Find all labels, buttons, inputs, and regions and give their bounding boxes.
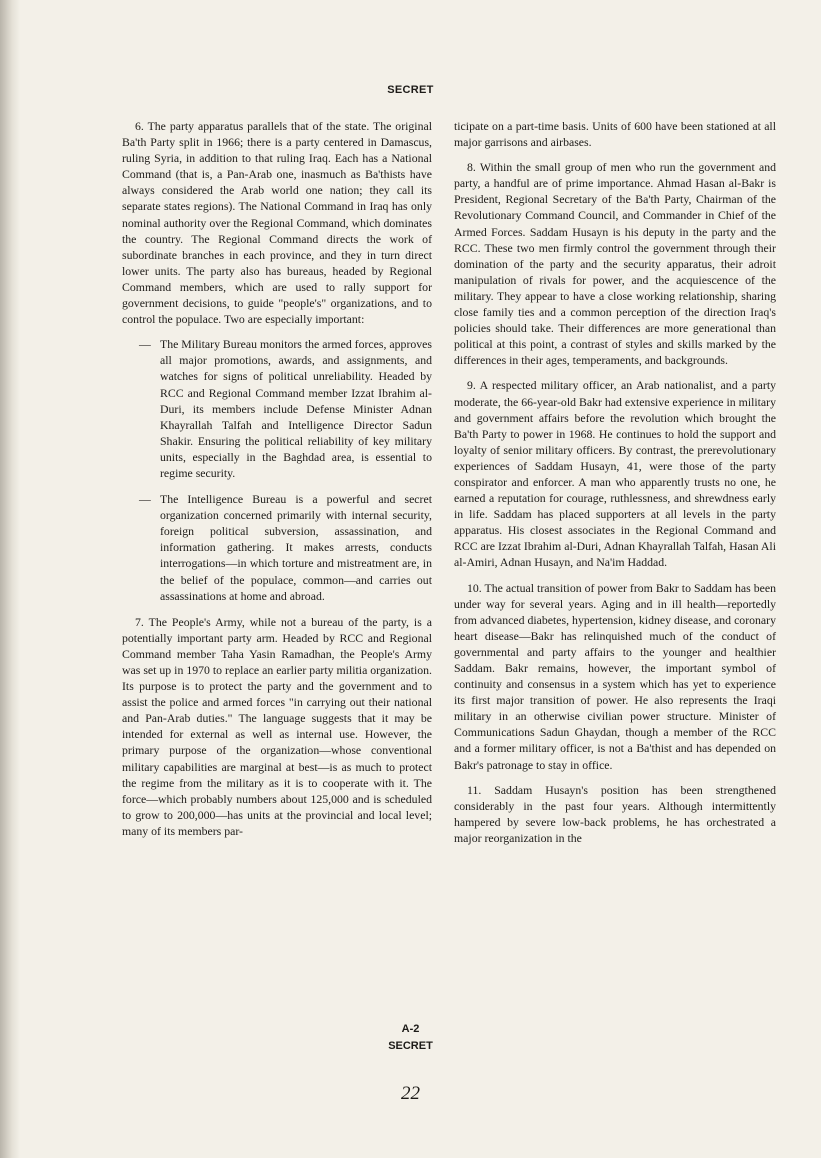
bullet-military-bureau: [139, 336, 432, 481]
paragraph-7: 7. The People's Army, while not a bureau of the party, is a potentially important party arm. Headed by RCC and Regional Command member Taha Yasin Ramadhan, the People's Army was set up in 1970 to replace an earlier party militia organization. Its purpose is to protect the party and the government and to assist the police and armed forces "in carrying out their national and Pan-Arab duties." The language suggests that it may be intended for external as well as internal use. However, the primary purpose of the organization—whose conventional military capabilities are marginal at best—is as much to protect the regime from the military as it is to cooperate with it. The force—which probably numbers about 125,000 and is scheduled to grow to 200,000—has units at the provincial and local level; many of its members par-: [122, 614, 432, 838]
paragraph-7-continued: ticipate on a part-time basis. Units of 600 have been stationed at all major garrisons and airbases.: [454, 119, 776, 150]
paragraph-8: 8. Within the small group of men who run the government and party, a handful are of prime importance. Ahmad Hasan al-Bakr is President, Regional Secretary of the Ba'th Party, Chairman of the Revolutionary Command Council, and Commander in Chief of the Armed Forces. Saddam Husayn is his deputy in the party and the RCC. These two men firmly control the government through their domination of the party and the security apparatus, their adroit manipulation of rivals for power, and the acquiescence of the military. They appear to have a close working relationship, sharing close family ties and a common perception of the direction Iraq's policies should take. Their differences are more generational than political at this point, a contrast of styles and skills marked by the differences in their ages, temperaments, and backgrounds.: [454, 160, 776, 368]
left-column: [122, 118, 432, 848]
page-code: A-2: [401, 1023, 420, 1035]
bullet-intelligence-bureau: [139, 491, 432, 604]
paragraph-6: 6. The party apparatus parallels that of the state. The original Ba'th Party split in 1966; there is a party centered in Damascus, ruling Syria, in addition to that ruling Iraq. Each has a National Command (that is, a Pan-Arab one, inasmuch as Ba'thists have always considered the Arab world one nation; they call its separate states regions). The National Command in Iraq has only nominal authority over the Regional Command, which dominates the country. The Regional Command directs the work of subordinate branches in each province, and they in turn direct lower units. The party also has bureaus, headed by Regional Command members, which are used to rally support for government decisions, to guide "people's" organizations, and to control the populace. Two are especially important:: [122, 119, 432, 327]
paragraph-10: 10. The actual transition of power from Bakr to Saddam has been under way for several years. Aging and in ill health—reportedly from advanced diabetes, hypertension, kidney disease, and coronary heart disease—Bakr has relinquished much of the conduct of governmental and party affairs to the younger and healthier Saddam. Bakr remains, however, the important symbol of continuity and consensus in a system which has yet to experience its first major transition of power. He also represents the Iraqi military in an otherwise civilian power structure. Minister of Communications Sadun Ghaydan, though a member of the RCC and a former military officer, is not a Ba'thist and has depended on Bakr's patronage to stay in office.: [454, 580, 776, 772]
bullet-dash: —: [139, 337, 151, 352]
paragraph-9: 9. A respected military officer, an Arab nationalist, and a party moderate, the 66-year-old Bakr had extensive experience in military and government affairs before the revolution which brought the Ba'th Party to power in 1968. He continues to hold the support and loyalty of senior military officers. By contrast, the prerevolutionary experiences of Saddam Husayn, 41, were those of the party conspirator and enforcer. A man who apparently trusts no one, he earned a reputation for courage, ruthlessness, and shrewdness early in life. Saddam has placed supporters at all levels in the party apparatus. His closest associates in the Regional Command and RCC are Izzat Ibrahim al-Duri, Adnan Khayrallah Talfah, Hasan Ali al-Amiri, Adnan Husayn, and Na'im Haddad.: [454, 378, 776, 570]
scan-binding-shadow: [0, 0, 20, 1158]
bullet-dash: —: [139, 492, 151, 507]
classification-header: SECRET: [387, 84, 434, 96]
bullet-military-bureau-text: The Military Bureau monitors the armed forces, approves all major promotions, awards, and assignments, and watches for signs of political unreliability. Headed by RCC and Regional Command member Izzat Ibrahim al-Duri, its members include Defense Minister Adnan Khayrallah Talfah and Intelligence Director Sadun Shakir. Ensuring the political reliability of key military units, especially in the Baghdad area, is essential to regime security.: [160, 337, 432, 480]
right-column: [454, 118, 776, 855]
bullet-intelligence-bureau-text: The Intelligence Bureau is a powerful and secret organization concerned primarily with internal security, foreign political subversion, assassination, and information gathering. It makes arrests, conducts interrogations—in which torture and mistreatment are, in the belief of the populace, common—and carries out assassinations at home and abroad.: [160, 492, 432, 603]
classification-footer: SECRET: [388, 1040, 433, 1052]
paragraph-11: 11. Saddam Husayn's position has been strengthened considerably in the past four years. Although intermittently hampered by severe low-back problems, he has orchestrated a major reorganization in the: [454, 782, 776, 845]
page-number: 22: [401, 1083, 420, 1104]
